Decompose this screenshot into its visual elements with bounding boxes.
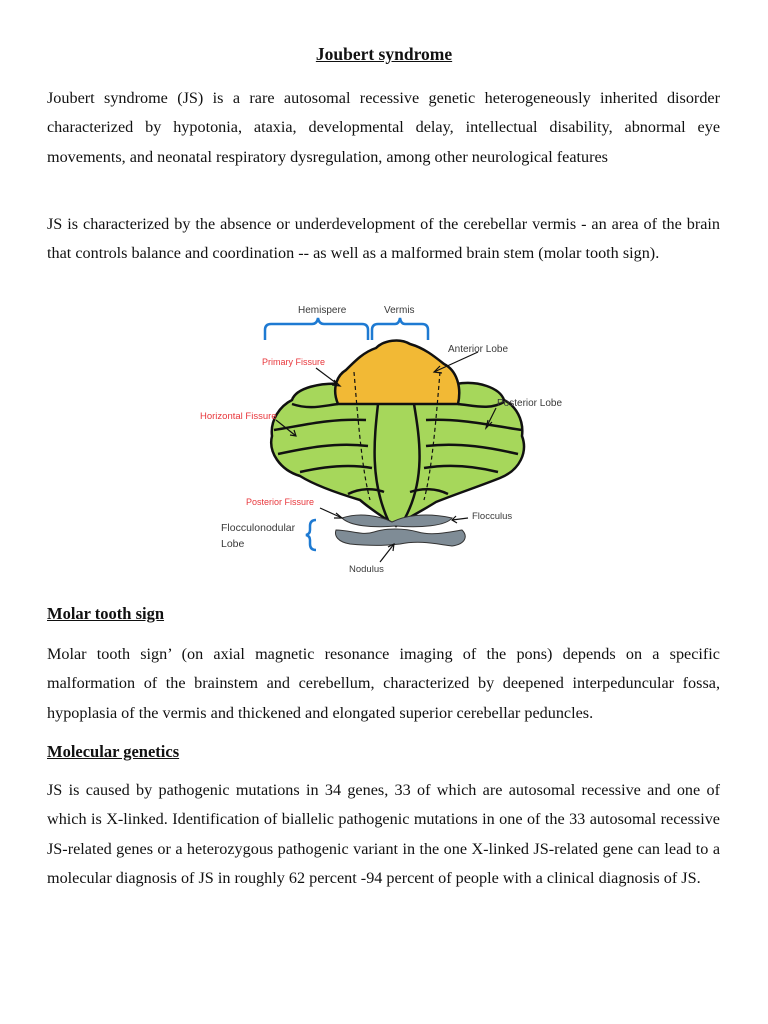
nodulus-shape (336, 529, 466, 546)
intro-paragraph: Joubert syndrome (JS) is a rare autosomal recessive genetic heterogeneously inherited disorder characterized by hypotonia, ataxia, developmental delay, intellectual disability, abnormal eye movements, and neonatal respiratory dysregulation, among other neurological features (47, 89, 720, 166)
vermis-paragraph: JS is characterized by the absence or underdevelopment of the cerebellar vermis - an area of the brain that controls balance and coordination -- as well as a malformed brain stem (molar tooth sign). (47, 215, 720, 263)
section-heading-molar-tooth-sign: Molar tooth sign (47, 604, 165, 623)
vermis-brace (372, 318, 428, 340)
posterior-fissure-label: Posterior Fissure (246, 497, 315, 507)
document-title: Joubert syndrome (315, 44, 453, 64)
hemisphere-label: Hemispere (298, 305, 347, 316)
nodulus-label: Nodulus (349, 564, 384, 575)
flocculonodular-brace (306, 520, 316, 550)
flocculonodular-label: Flocculonodular (221, 522, 296, 534)
molecular-genetics-paragraph: JS is caused by pathogenic mutations in 34 genes, 33 of which are autosomal recessive and one of which is X-linked. Identification of biallelic pathogenic mutations in one of the 33 autosomal recessive JS-related genes or a heterozygous pathogenic variant in the one X-linked JS-related gene can lead to a molecular diagnosis of JS in roughly 62 percent -94 percent of people with a clinical diagnosis of JS. (47, 781, 720, 887)
section-heading-molecular-genetics: Molecular genetics (47, 742, 180, 761)
anterior-lobe-label: Anterior Lobe (448, 344, 509, 355)
horizontal-fissure-label: Horizontal Fissure (200, 411, 277, 422)
hemisphere-brace (265, 318, 368, 340)
flocculus-label: Flocculus (472, 511, 513, 522)
primary-fissure-label: Primary Fissure (262, 357, 326, 367)
cerebellum-diagram (190, 296, 580, 581)
flocculonodular-lobe-label: Lobe (221, 538, 245, 550)
posterior-lobe-label: Posterior Lobe (497, 398, 563, 409)
molar-tooth-sign-paragraph: Molar tooth sign’ (on axial magnetic resonance imaging of the pons) depends on a specific malformation of the brainstem and cerebellum, characterized by deepened interpeduncular fossa, hypoplasia of the vermis and thickened and elongated superior cerebellar peduncles. (47, 645, 720, 722)
vermis-label: Vermis (384, 305, 415, 316)
